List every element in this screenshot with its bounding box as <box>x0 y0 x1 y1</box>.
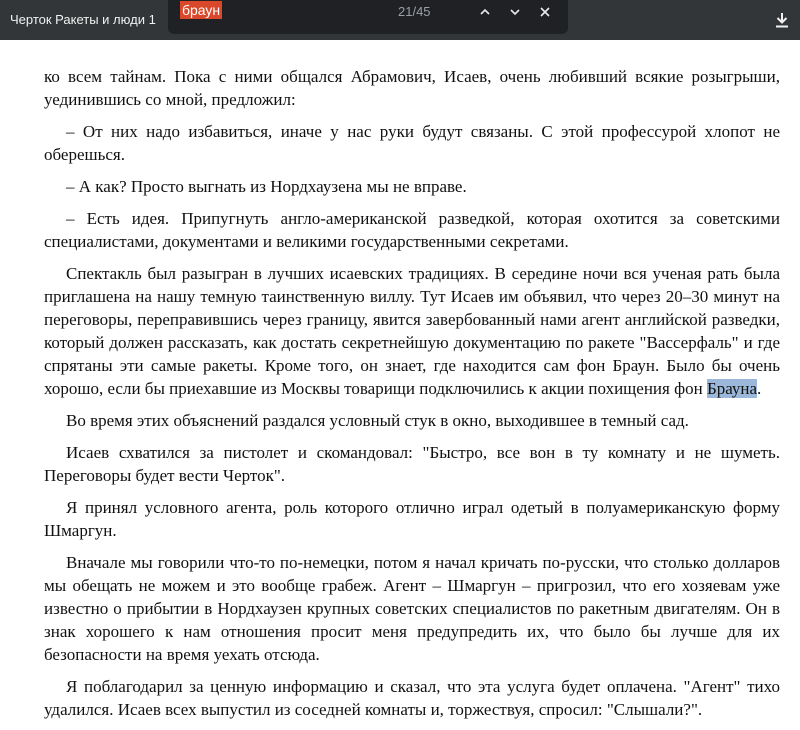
find-query: браун <box>182 2 221 18</box>
pdf-toolbar <box>0 0 800 40</box>
paragraph: – А как? Просто выгнать из Нордхаузена мы не вправе. <box>66 177 467 196</box>
document-page <box>44 40 780 730</box>
paragraph: Во время этих объяснений раздался условный стук в окно, выходившее в темный сад. <box>66 411 689 430</box>
text-run: Спектакль был разыгран в лучших исаевских традициях. В середине ночи вся ученая рать была приглашена на нашу темную таинственную виллу. Тут Исаев им объявил, что через 20–30 минут на переговоры, переправившись через границу, явится завербованный нами агент английской разведки, который должен рассказать, как достать секретнейшую документацию по ракете "Вассерфаль" и где спрятаны эти самые ракеты. Кроме того, он знает, где находится сам фон Браун. Было бы очень хорошо, если бы приехавшие из Москвы товарищи подключились к акции похищения фон <box>44 264 780 398</box>
chevron-up-icon[interactable] <box>474 2 496 22</box>
close-icon[interactable] <box>534 2 556 22</box>
paragraph-with-match <box>44 262 780 400</box>
download-icon[interactable] <box>770 8 794 32</box>
paragraph: ко всем тайнам. Пока с ними общался Абрамович, Исаев, очень любивший всякие розыгрыши, уединившись со мной, предложил: <box>44 67 780 109</box>
paragraph: – Есть идея. Припугнуть англо-американской разведкой, которая охотится за советскими специалистами, документами и великими государственными секретами. <box>44 209 780 251</box>
find-match-count: 21/45 <box>398 4 431 19</box>
paragraph: – От них надо избавиться, иначе у нас руки будут связаны. С этой профессурой хлопот не оберешься. <box>44 122 780 164</box>
paragraph: Вначале мы говорили что-то по-немецки, потом я начал кричать по-русски, что столько долларов мы обещать не можем и это вообще грабеж. Агент – Шмаргун – пригрозил, что его хозяевам уже известно о прибытии в Нордхаузен крупных советских специалистов по ракетным двигателям. Он в знак хорошего к нам отношения просит меня предупредить их, что было бы лучше для их безопасности на время уехать отсюда. <box>44 553 780 664</box>
paragraph: Исаев схватился за пистолет и скомандовал: "Быстро, все вон в ту комнату и не шуметь. Переговоры будет вести Черток". <box>44 443 780 485</box>
search-match-highlight: Брауна <box>706 379 758 398</box>
find-bar <box>168 0 568 34</box>
document-title: Черток Ракеты и люди 1 <box>10 12 156 27</box>
text-run: . <box>757 379 762 398</box>
find-input[interactable] <box>180 2 405 24</box>
paragraph: Я поблагодарил за ценную информацию и сказал, что эта услуга будет оплачена. "Агент" тихо удалился. Исаев всех выпустил из соседней комнаты и, торжествуя, спросил: "Слышали?". <box>44 677 780 719</box>
paragraph: Я принял условного агента, роль которого отлично играл одетый в полуамериканскую форму Шмаргун. <box>44 498 780 540</box>
chevron-down-icon[interactable] <box>504 2 526 22</box>
